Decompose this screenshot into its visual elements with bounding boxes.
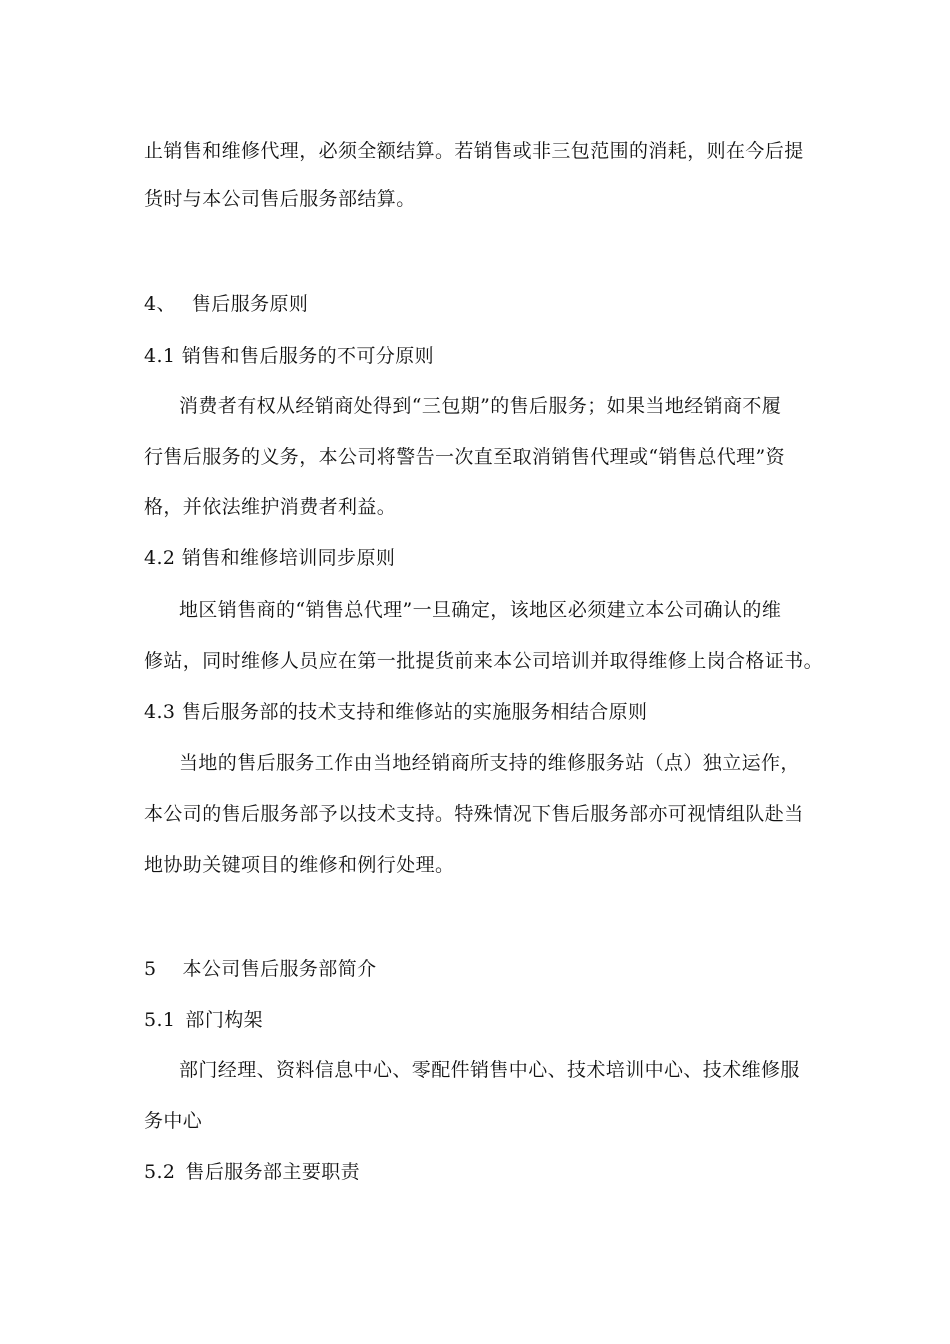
section-4-2-line-1: 地区销售商的“销售总代理”一旦确定，该地区必须建立本公司确认的维 bbox=[179, 599, 782, 621]
section-4-2-line-2: 修站，同时维修人员应在第一批提货前来本公司培训并取得维修上岗合格证书。 bbox=[144, 650, 824, 672]
section-5-1-line-2: 务中心 bbox=[144, 1110, 203, 1132]
section-4-3-line-2: 本公司的售后服务部予以技术支持。特殊情况下售后服务部亦可视情组队赴当 bbox=[144, 803, 804, 825]
intro-line-2: 货时与本公司售后服务部结算。 bbox=[144, 188, 416, 210]
section-5-number: 5 bbox=[144, 958, 157, 980]
section-4-heading bbox=[144, 292, 308, 316]
section-5-title: 本公司售后服务部简介 bbox=[182, 958, 377, 980]
section-5-1-line-1: 部门经理、资料信息中心、零配件销售中心、技术培训中心、技术维修服 bbox=[179, 1059, 800, 1081]
section-4-3-line-1: 当地的售后服务工作由当地经销商所支持的维修服务站（点）独立运作， bbox=[179, 752, 800, 774]
section-5-2-title: 售后服务部主要职责 bbox=[185, 1161, 361, 1183]
section-4-2-heading: 4.2 销售和维修培训同步原则 bbox=[144, 547, 396, 569]
section-5-2-heading bbox=[144, 1160, 360, 1184]
section-5-1-heading bbox=[144, 1008, 263, 1032]
section-5-2-number: 5.2 bbox=[144, 1161, 176, 1183]
section-4-3-line-3: 地协助关键项目的维修和例行处理。 bbox=[144, 854, 455, 876]
section-5-1-title: 部门构架 bbox=[185, 1009, 264, 1031]
section-4-title: 售后服务原则 bbox=[191, 293, 309, 315]
section-5-1-number: 5.1 bbox=[144, 1009, 176, 1031]
section-4-1-line-1: 消费者有权从经销商处得到“三包期”的售后服务；如果当地经销商不履 bbox=[179, 395, 782, 417]
section-5-heading bbox=[144, 957, 377, 981]
intro-line-1: 止销售和维修代理，必须全额结算。若销售或非三包范围的消耗，则在今后提 bbox=[144, 140, 804, 162]
section-4-3-heading: 4.3 售后服务部的技术支持和维修站的实施服务相结合原则 bbox=[144, 701, 648, 723]
section-4-1-heading: 4.1 销售和售后服务的不可分原则 bbox=[144, 345, 435, 367]
section-4-number: 4、 bbox=[144, 293, 176, 315]
section-4-1-line-3: 格，并依法维护消费者利益。 bbox=[144, 496, 397, 518]
section-4-1-line-2: 行售后服务的义务，本公司将警告一次直至取消销售代理或“销售总代理”资 bbox=[144, 446, 786, 468]
